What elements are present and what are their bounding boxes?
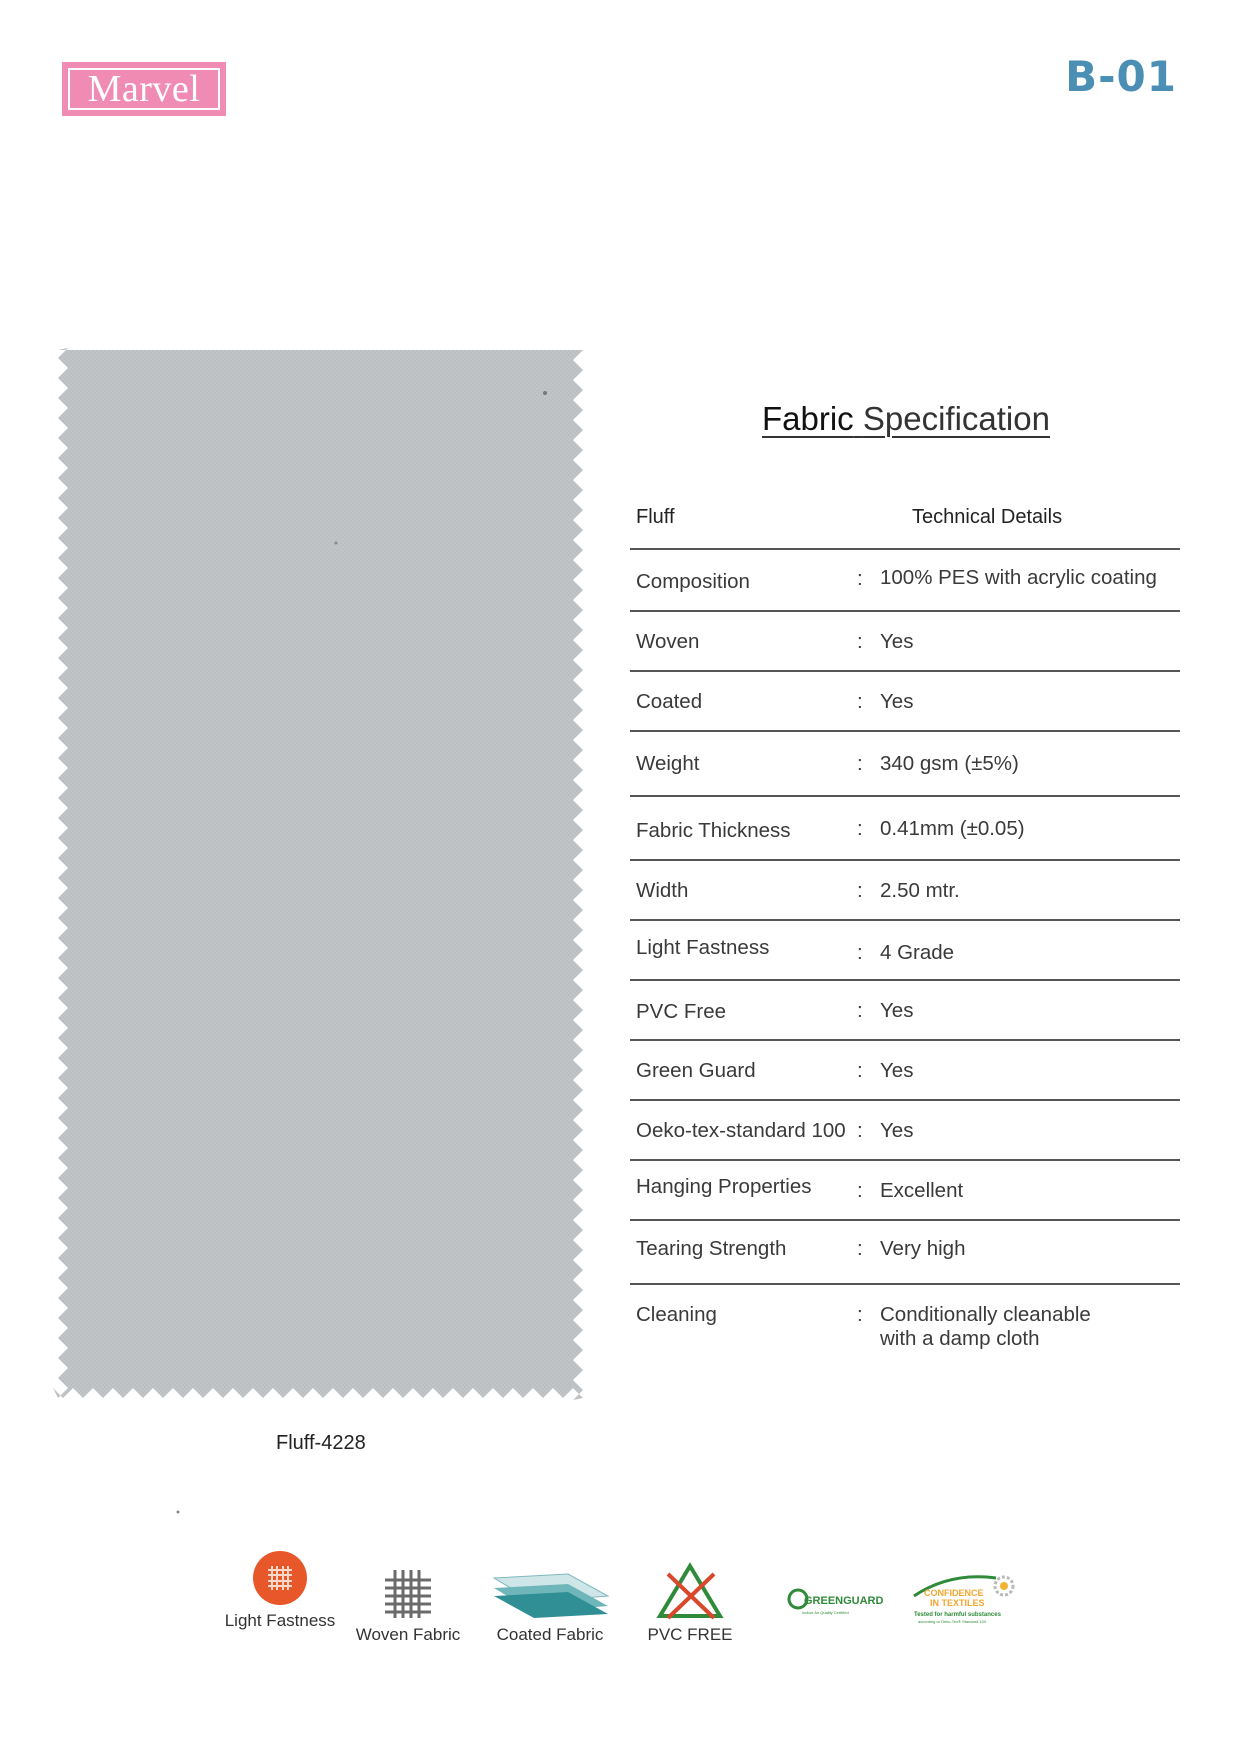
spec-label: Oeko-tex-standard 100 bbox=[636, 1119, 846, 1142]
spec-colon: : bbox=[857, 1237, 863, 1260]
spec-title bbox=[762, 400, 1050, 438]
spec-label: PVC Free bbox=[636, 1000, 726, 1023]
spec-label: Tearing Strength bbox=[636, 1237, 787, 1260]
spec-label: Green Guard bbox=[636, 1059, 756, 1082]
spec-colon: : bbox=[857, 1059, 863, 1082]
spec-row-hanging bbox=[630, 1161, 1180, 1221]
spec-label: Hanging Properties bbox=[636, 1175, 812, 1198]
oeko-line1: CONFIDENCE bbox=[924, 1588, 984, 1598]
greenguard-icon bbox=[788, 1582, 884, 1622]
spec-label: Woven bbox=[636, 630, 700, 653]
header-technical-details: Technical Details bbox=[912, 506, 1063, 528]
product-code: B-01 bbox=[1065, 52, 1177, 101]
spec-label: Composition bbox=[636, 570, 750, 593]
greenguard-logo bbox=[785, 1582, 884, 1627]
spec-colon: : bbox=[857, 690, 863, 713]
fabric-swatch-image bbox=[58, 350, 583, 1398]
spec-label: Coated bbox=[636, 690, 703, 713]
spec-colon: : bbox=[857, 630, 863, 653]
spec-colon: : bbox=[857, 999, 863, 1022]
spec-table bbox=[630, 548, 1180, 1375]
spec-value: 2.50 mtr. bbox=[880, 879, 960, 902]
spec-row-pvc-free bbox=[630, 981, 1180, 1041]
spec-value: Yes bbox=[880, 690, 914, 713]
spec-label: Light Fastness bbox=[636, 936, 770, 959]
spec-value: 340 gsm (±5%) bbox=[880, 752, 1019, 775]
light-fastness-label: Light Fastness bbox=[224, 1611, 336, 1630]
spec-value: 4 Grade bbox=[880, 941, 955, 964]
oeko-tex-icon bbox=[910, 1572, 1022, 1634]
spec-colon: : bbox=[857, 567, 863, 590]
spec-colon: : bbox=[857, 752, 863, 775]
spec-label: Width bbox=[636, 879, 689, 902]
spec-value: 0.41mm (±0.05) bbox=[880, 817, 1025, 840]
pvc-free-feature bbox=[630, 1562, 750, 1645]
spec-value: Yes bbox=[880, 1059, 914, 1082]
header-product: Fluff bbox=[636, 506, 675, 528]
feature-icons bbox=[0, 1540, 1241, 1680]
pvc-free-icon bbox=[656, 1562, 724, 1620]
spec-title-rest: Specification bbox=[862, 400, 1050, 437]
spec-row-tearing bbox=[630, 1221, 1180, 1285]
spec-value: Very high bbox=[880, 1237, 966, 1260]
speck bbox=[543, 391, 547, 395]
spec-colon: : bbox=[857, 817, 863, 840]
spec-label: Fabric Thickness bbox=[636, 819, 791, 842]
spec-colon: : bbox=[857, 1303, 863, 1326]
spec-row-weight bbox=[630, 732, 1180, 797]
spec-row-light-fastness bbox=[630, 921, 1180, 981]
light-fastness-icon bbox=[252, 1550, 308, 1606]
spec-row-coated bbox=[630, 672, 1180, 732]
oeko-line4: according to Oeko-Tex® Standard 100 bbox=[918, 1619, 987, 1624]
spec-colon: : bbox=[857, 941, 863, 964]
spec-value: 100% PES with acrylic coating bbox=[880, 566, 1157, 589]
light-fastness-feature bbox=[210, 1550, 350, 1631]
spec-row-green-guard bbox=[630, 1041, 1180, 1101]
greenguard-wordmark: GREENGUARD bbox=[804, 1595, 884, 1607]
spec-row-cleaning bbox=[630, 1285, 1180, 1375]
spec-value: Yes bbox=[880, 999, 914, 1022]
spec-value bbox=[880, 1303, 1091, 1351]
oeko-tex-logo bbox=[908, 1572, 1024, 1639]
spec-colon: : bbox=[857, 1179, 863, 1202]
coated-fabric-feature bbox=[480, 1572, 620, 1645]
fabric-swatch bbox=[58, 350, 583, 1398]
spec-value: Yes bbox=[880, 1119, 914, 1142]
spec-row-oeko-tex bbox=[630, 1101, 1180, 1161]
woven-fabric-label: Woven Fabric bbox=[355, 1625, 461, 1644]
woven-fabric-feature bbox=[348, 1568, 468, 1645]
spec-value: Yes bbox=[880, 630, 914, 653]
spec-colon: : bbox=[857, 879, 863, 902]
oeko-line3: Tested for harmful substances bbox=[914, 1612, 1001, 1618]
spec-value-line1: Conditionally cleanable bbox=[880, 1303, 1091, 1326]
spec-row-thickness bbox=[630, 797, 1180, 861]
woven-fabric-icon bbox=[381, 1568, 435, 1620]
speck bbox=[177, 1511, 180, 1514]
greenguard-subtitle: Indoor Air Quality Certified bbox=[802, 1610, 849, 1615]
spec-table-header bbox=[630, 490, 1180, 550]
spec-row-composition bbox=[630, 548, 1180, 612]
oeko-line2: IN TEXTILES bbox=[930, 1598, 985, 1608]
marvel-logo bbox=[62, 62, 226, 116]
spec-label: Cleaning bbox=[636, 1303, 717, 1326]
spec-label: Weight bbox=[636, 752, 700, 775]
spec-row-width bbox=[630, 861, 1180, 921]
spec-value: Excellent bbox=[880, 1179, 964, 1202]
brand-name: Marvel bbox=[68, 68, 220, 110]
coated-fabric-label: Coated Fabric bbox=[496, 1625, 604, 1644]
spec-value-line2: with a damp cloth bbox=[880, 1327, 1040, 1350]
speck bbox=[335, 542, 338, 545]
swatch-caption: Fluff-4228 bbox=[276, 1432, 366, 1454]
spec-title-bold: Fabric bbox=[762, 400, 854, 437]
spec-colon: : bbox=[857, 1119, 863, 1142]
spec-row-woven bbox=[630, 612, 1180, 672]
coated-fabric-icon bbox=[490, 1572, 610, 1620]
pvc-free-label: PVC FREE bbox=[647, 1625, 733, 1644]
